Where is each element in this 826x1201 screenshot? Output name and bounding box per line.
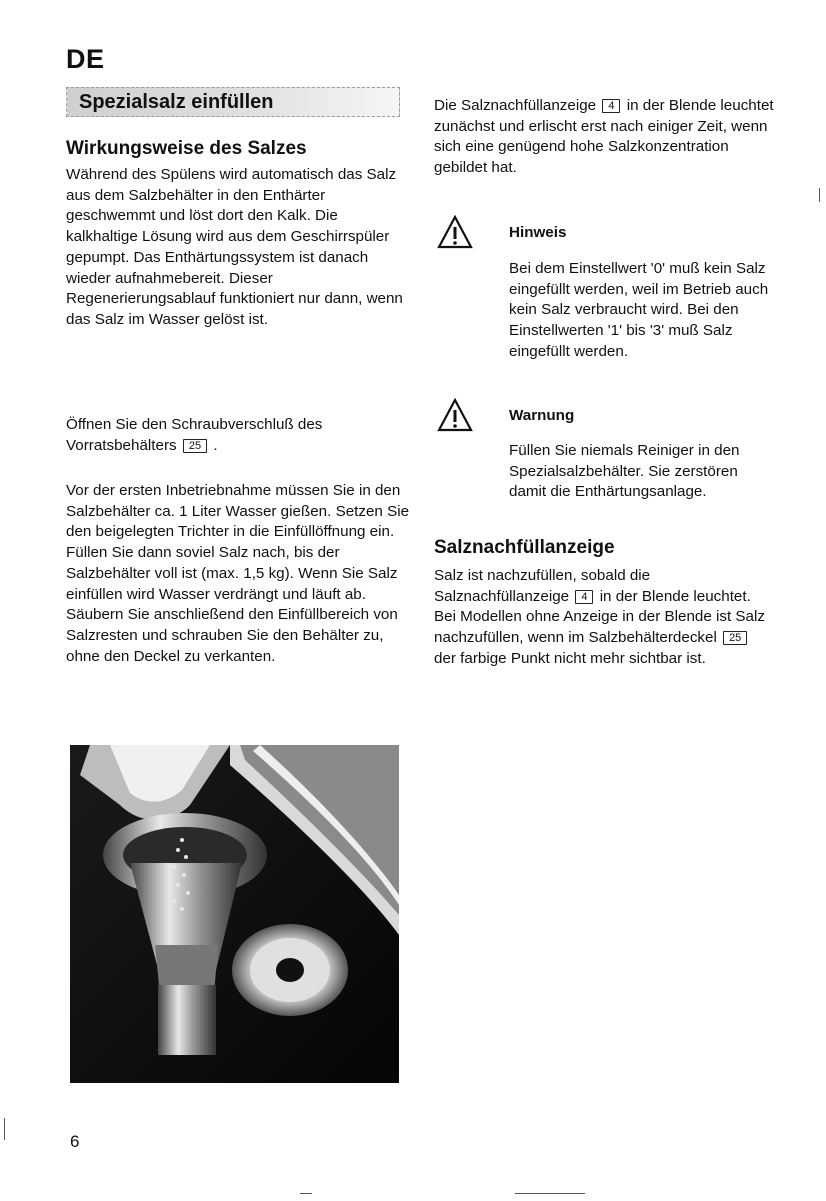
paragraph-salt-refill xyxy=(434,566,774,670)
scan-mark xyxy=(4,1118,5,1140)
section-banner xyxy=(66,87,400,117)
paragraph-open-cap-end: . xyxy=(213,436,218,454)
warning-triangle-icon xyxy=(437,398,473,432)
paragraph-open-cap xyxy=(66,415,411,456)
language-code: DE xyxy=(66,44,105,74)
salt-refill-text-c: der farbige Punkt nicht mehr sichtbar ist. xyxy=(434,649,706,667)
salt-indicator-text-end: in der Blende leuchtet zunächst und erlischt erst nach einiger Zeit, wenn sich eine genügend hohe Salzkonzentration gebildet hat. xyxy=(434,97,774,177)
ref-box-25: 25 xyxy=(183,439,207,453)
scan-mark xyxy=(819,188,820,202)
salt-refill-text-a: Salz ist nachzufüllen, sobald die Salznachfüllanzeige xyxy=(434,567,651,605)
section-banner-title: Spezialsalz einfüllen xyxy=(79,91,274,113)
salt-funnel-photo xyxy=(70,745,399,1083)
heading-salt-function: Wirkungsweise des Salzes xyxy=(66,138,307,159)
scan-mark xyxy=(300,1193,312,1194)
scan-mark xyxy=(515,1193,585,1194)
ref-box-25: 25 xyxy=(723,631,747,645)
paragraph-salt-indicator-initial xyxy=(434,96,774,179)
warning-triangle-icon xyxy=(437,215,473,249)
heading-salt-refill-indicator: Salznachfüllanzeige xyxy=(434,537,615,558)
salt-indicator-text-start: Die Salznachfüllanzeige xyxy=(434,97,597,114)
paragraph-first-fill: Vor der ersten Inbetriebnahme müssen Sie in den Salzbehälter ca. 1 Liter Wasser gießen. Setzen Sie den beigelegten Trichter in die Einfüllöffnung ein. Füllen Sie dann soviel Salz nach, bis der Salzbehälter voll ist (max. 1,5 kg). Wenn Sie Salz einfüllen wird Wasser verdrängt und läuft ab. Säubern Sie anschließend den Einfüllbereich von Salzresten und schrauben Sie den Behälter zu, ohne den Deckel zu verkanten. xyxy=(66,482,410,665)
ref-box-4: 4 xyxy=(575,590,593,604)
salt-refill-text-b: in der Blende leuchtet. Bei Modellen ohne Anzeige in der Blende ist Salz nachzufüllen, wenn im Salzbehälterdeckel xyxy=(434,587,765,647)
warning-title: Warnung xyxy=(509,407,575,424)
page-number: 6 xyxy=(70,1132,80,1151)
warning-body: Füllen Sie niemals Reiniger in den Spezialsalzbehälter. Sie zerstören damit die Enthärtungsanlage. xyxy=(509,442,740,501)
paragraph-salt-function: Während des Spülens wird automatisch das Salz aus dem Salzbehälter in den Enthärter geschwemmt und löst dort den Kalk. Die kalkhaltige Lösung wird aus dem Geschirrspüler gepumpt. Das Enthärtungssystem ist danach wieder aufnahmebereit. Dieser Regenerierungsablauf funktioniert nur dann, wenn das Salz im Wasser gelöst ist. xyxy=(66,166,403,328)
ref-box-4: 4 xyxy=(602,99,620,113)
paragraph-open-cap-text: Öffnen Sie den Schraubverschluß des Vorratsbehälters xyxy=(66,416,323,454)
hint-body: Bei dem Einstellwert '0' muß kein Salz eingefüllt werden, weil im Betrieb auch kein Salz verbraucht wird. Bei den Einstellwerten '1' bis '3' muß Salz eingefüllt werden. xyxy=(509,260,769,360)
hint-title: Hinweis xyxy=(509,224,567,241)
